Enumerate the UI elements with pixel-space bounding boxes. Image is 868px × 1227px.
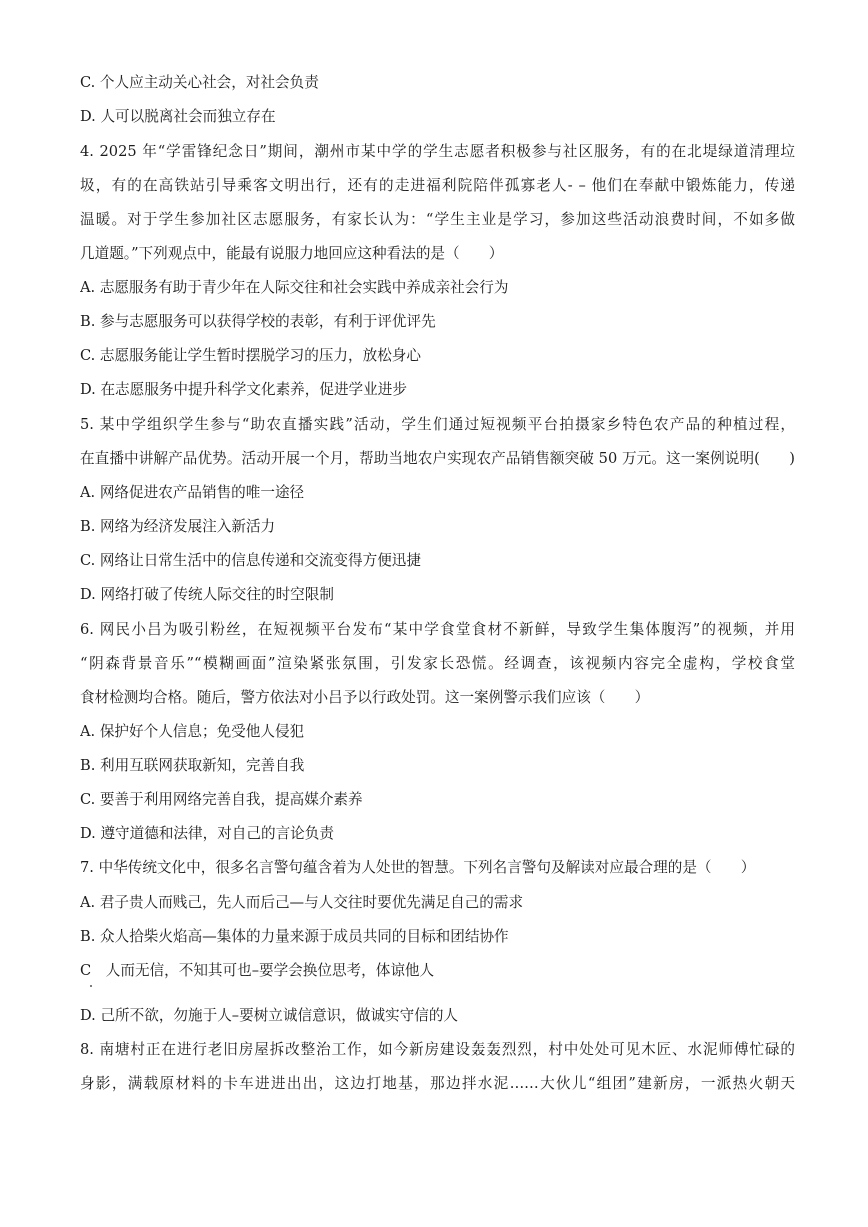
option-7d: D. 己所不欲，勿施于人–要树立诚信意识，做诚实守信的人 — [80, 1007, 459, 1024]
question-6-line-2: “阴森背景音乐”“模糊画面”渲染紧张氛围，引发家长恐慌。经调查，该视频内容完全虚构，学校食堂 — [80, 655, 795, 672]
question-6-line-1: 6. 网民小吕为吸引粉丝，在短视频平台发布“某中学食堂食材不新鲜，导致学生集体腹泻”的视频，并用 — [80, 621, 795, 638]
question-4-line-2: 圾，有的在高铁站引导乘客文明出行，还有的走进福利院陪伴孤寡老人- – 他们在奉献中锻炼能力，传递 — [80, 177, 795, 194]
option-4a: A. 志愿服务有助于青少年在人际交往和社会实践中养成亲社会行为 — [80, 279, 509, 296]
question-7-line-1: 7. 中华传统文化中，很多名言警句蕴含着为人处世的智慧。下列名言警句及解读对应最合理的是（ ） — [80, 859, 756, 876]
option-7c: C 人而无信，不知其可也–要学会换位思考，体谅他人 — [80, 962, 435, 979]
question-4-line-1: 4. 2025 年“学雷锋纪念日”期间，潮州市某中学的学生志愿者积极参与社区服务，有的在北堤绿道清理垃 — [80, 143, 795, 160]
option-6d: D. 遵守道德和法律，对自己的言论负责 — [80, 825, 334, 842]
option-5b: B. 网络为经济发展注入新活力 — [80, 518, 276, 535]
question-8-line-1: 8. 南塘村正在进行老旧房屋拆改整治工作，如今新房建设轰轰烈烈，村中处处可见木匠、水泥师傅忙碌的 — [80, 1041, 795, 1058]
question-6-line-3: 食材检测均合格。随后，警方依法对小吕予以行政处罚。这一案例警示我们应该（ ） — [80, 689, 650, 706]
stray-dot-mark — [90, 985, 92, 987]
option-6c: C. 要善于利用网络完善自我，提高媒介素养 — [80, 791, 363, 808]
question-5-line-2: 在直播中讲解产品优势。活动开展一个月，帮助当地农户实现农产品销售额突破 50 万元。这一案例说明( ) — [80, 450, 795, 467]
option-6b: B. 利用互联网获取新知，完善自我 — [80, 757, 305, 774]
option-4b: B. 参与志愿服务可以获得学校的表彰，有利于评优评先 — [80, 313, 436, 330]
option-5c: C. 网络让日常生活中的信息传递和交流变得方便迅捷 — [80, 552, 421, 569]
question-4-line-3: 温暖。对于学生参加社区志愿服务，有家长认为：“学生主业是学习，参加这些活动浪费时间，不如多做 — [80, 211, 795, 228]
option-3d: D. 人可以脱离社会而独立存在 — [80, 108, 276, 125]
option-5a: A. 网络促进农产品销售的唯一途径 — [80, 484, 305, 501]
question-5-line-1: 5. 某中学组织学生参与“助农直播实践”活动，学生们通过短视频平台拍摄家乡特色农产品的种植过程， — [80, 416, 795, 433]
option-7b: B. 众人拾柴火焰高—集体的力量来源于成员共同的目标和团结协作 — [80, 928, 509, 945]
option-7a: A. 君子贵人而贱己，先人而后己—与人交往时要优先满足自己的需求 — [80, 894, 524, 911]
option-5d: D. 网络打破了传统人际交往的时空限制 — [80, 586, 334, 603]
option-4d: D. 在志愿服务中提升科学文化素养，促进学业进步 — [80, 381, 407, 398]
option-6a: A. 保护好个人信息；免受他人侵犯 — [80, 723, 305, 740]
question-8-line-2: 身影，满载原材料的卡车进进出出，这边打地基，那边拌水泥……大伙儿“组团”建新房，一派热火朝天 — [80, 1075, 795, 1092]
question-4-line-4: 几道题。”下列观点中，能最有说服力地回应这种看法的是（ ） — [80, 245, 504, 262]
option-4c: C. 志愿服务能让学生暂时摆脱学习的压力，放松身心 — [80, 347, 421, 364]
option-3c: C. 个人应主动关心社会，对社会负责 — [80, 74, 319, 91]
